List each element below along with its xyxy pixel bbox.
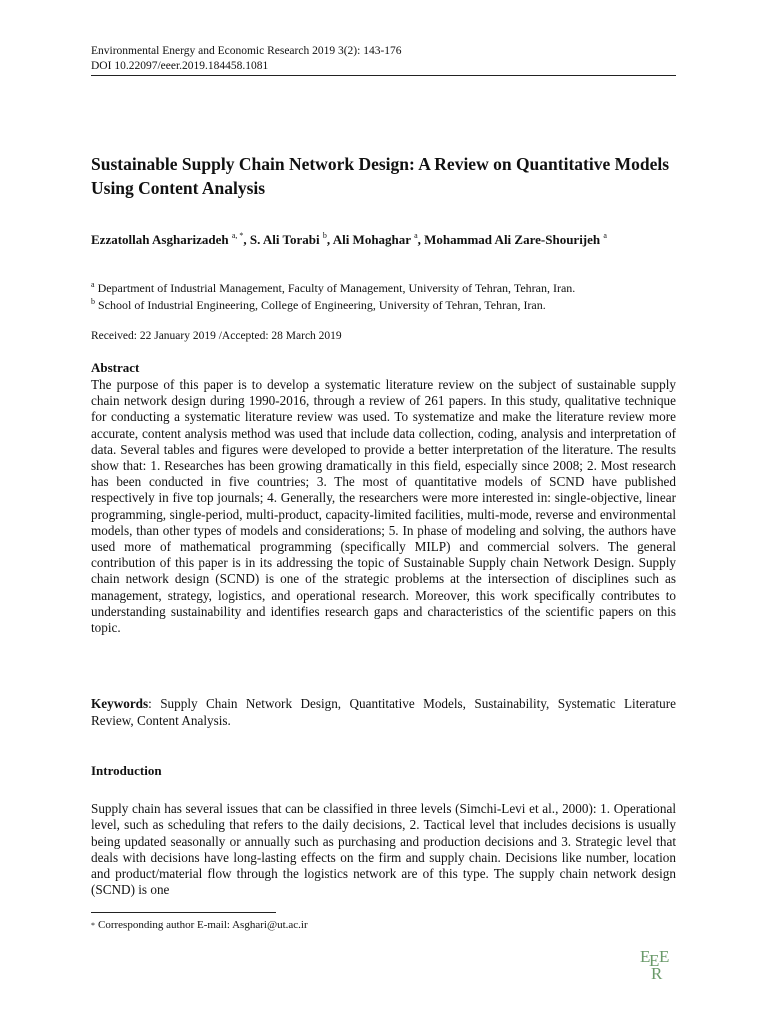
author-affiliation-mark: a (414, 231, 418, 240)
affiliation-mark: a (91, 280, 95, 289)
journal-logo-icon (638, 946, 678, 982)
abstract-heading: Abstract (91, 360, 140, 375)
author-affiliation-mark: a (603, 231, 607, 240)
affiliation-text: School of Industrial Engineering, College of Engineering, University of Tehran, Tehran, Iran. (98, 298, 546, 312)
author-name: Ezzatollah Asgharizadeh (91, 232, 229, 247)
journal-header (91, 44, 402, 74)
logo-letter: E (659, 947, 670, 966)
author-name: Mohammad Ali Zare-Shourijeh (424, 232, 601, 247)
paper-title: Sustainable Supply Chain Network Design: A Review on Quantitative Models Using Content Analysis (91, 154, 670, 198)
footnote (91, 919, 308, 931)
logo-letter: R (651, 964, 663, 982)
received-dates: Received: 22 January 2019 /Accepted: 28 March 2019 (91, 330, 342, 342)
affiliation (91, 280, 676, 297)
affiliation (91, 297, 676, 314)
affiliation-text: Department of Industrial Management, Faculty of Management, University of Tehran, Tehran, Iran. (97, 281, 576, 295)
affiliations (91, 280, 676, 314)
abstract-body: The purpose of this paper is to develop a systematic literature review on the subject of sustainable supply chain network design during 1990-2016, through a review of 261 papers. In this study, qualitative technique for conducting a systematic literature review was used. To systematize and make the literature review more accurate, content analysis method was used that include data collection, coding, analysis and interpretation of data. Several tables and figures were developed to provide a better interpretation of the literature. The results show that: 1. Researches has been growing dramatically in this field, especially since 2008; 2. Most research has been conducted in five countries; 3. The most of quantitative models of SCND have published respectively in five top journals; 4. Generally, the researchers were more interested in: single-objective, linear programming, single-period, multi-product, capacity-limited facilities, multi-mode, reverse and environmental models, than other types of models and considerations; 5. In phase of modeling and solving, the authors have used more of mathematical programming (specifically MILP) and commercial solvers. The general contribution of this paper is in its addressing the topic of Sustainable Supply chain Network Design. Supply chain network design (SCND) is one of the strategic problems at the intersection of disciplines such as management, strategy, logistics, and operational research. Moreover, this work specifically contributes to understanding sustainability and identifies research gaps and characteristics of the scientific papers on this topic. (91, 377, 676, 636)
keywords-label: Keywords (91, 696, 149, 711)
introduction-heading: Introduction (91, 763, 162, 778)
introduction-body: Supply chain has several issues that can be classified in three levels (Simchi-Levi et al., 2000): 1. Operational level, such as scheduling that refers to the daily decisions, 2. Tactical level that includes decisions is usually being updated seasonally or annually such as purchasing and production decisions and 3. Strategic level that deals with decisions have long-lasting effects on the firm and supply chain. Decisions like number, location and product/material flow through the logistics network are of this type. The supply chain network design (SCND) is one (91, 801, 676, 898)
keywords-text: : Supply Chain Network Design, Quantitative Models, Sustainability, Systematic Literature Review, Content Analysis. (91, 696, 676, 728)
journal-citation: Environmental Energy and Economic Research 2019 3(2): 143-176 (91, 45, 402, 57)
header-rule (91, 75, 676, 76)
footnote-mark: * (91, 921, 95, 930)
footnote-rule (91, 912, 276, 913)
author-list: Ezzatollah Asgharizadeh $^{a, *}$, S. Ali Torabi $^b$, Ali Mohaghar $^a$, Mohammad Ali Zare-Shourijeh $^a$ (91, 231, 607, 247)
author-name: S. Ali Torabi (249, 232, 320, 247)
logo-letter: E (640, 947, 651, 966)
doi: DOI 10.22097/eeer.2019.184458.1081 (91, 60, 269, 72)
affiliation-mark: b (91, 297, 95, 306)
logo-letter: E (649, 951, 660, 970)
author-affiliation-mark: b (322, 231, 327, 240)
keywords (91, 696, 676, 729)
author-affiliation-mark: a, * (231, 231, 244, 240)
author-name: Ali Mohaghar (332, 232, 411, 247)
footnote-text: Corresponding author E-mail: Asghari@ut.ac.ir (98, 919, 308, 931)
